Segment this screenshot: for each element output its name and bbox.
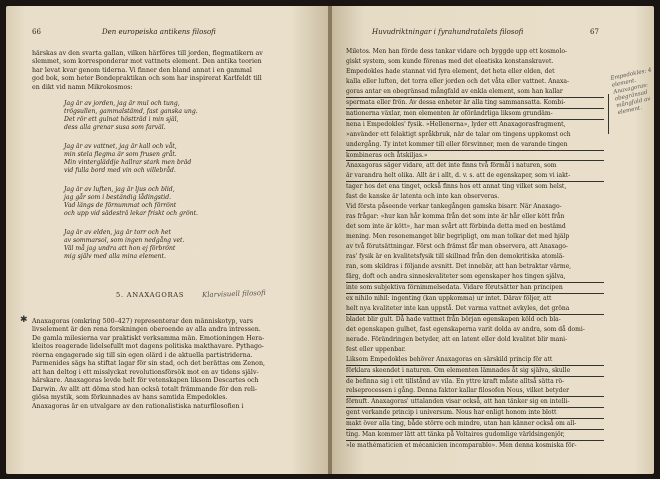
- underlined-line: makt över alla ting, både större och mindre, utan han känner också om all-: [346, 419, 604, 430]
- underlined-line: gent verkande princip i universum. Nous har enligt honom inte blott: [346, 408, 604, 419]
- text-line: Anaxagoras säger vidare, att det inte finns två förmål i naturen, som: [346, 162, 557, 170]
- text-line: fast de kanske är latenta och inte kan observeras.: [346, 193, 500, 201]
- left-para-2: [32, 318, 316, 411]
- poem-line: min stela flegma är som frusen gråt.: [64, 151, 177, 159]
- text-line: kleitos reagerade lidelsefullt mot dagens politiska makthavare. Pythago-: [32, 343, 264, 351]
- right-page: [332, 6, 654, 474]
- text-line: Vid första påseende verkar tankegången gamska bisarr. När Anaxago-: [346, 203, 562, 211]
- text-line: Empedokles hade stannat vid fyra element, det heta eller elden, det: [346, 67, 555, 75]
- left-para-1: [32, 50, 316, 92]
- section-title: 5. ANAXAGORAS: [116, 291, 185, 299]
- poem-line: trögsullen, gammalstämd, fast ganska ung.: [64, 108, 198, 116]
- poem-line: och upp vid sädesträ lekar friskt och grönt.: [64, 210, 198, 218]
- margin-bar: [608, 94, 609, 134]
- text-line: härskare. Anaxagoras levde helt för vetenskapen liksom Descartes och: [32, 377, 259, 385]
- poem-line: vid fulla bord med vin och villebråd.: [64, 167, 176, 175]
- text-line: tager hos det ena tinget, också finns hos ett annat ting vilket som helst,: [346, 183, 567, 191]
- underlined-line: nationerna växlar, men elementen är oförändrliga liksom grundäm-: [346, 109, 604, 120]
- underlined-line: är varandra helt olika. Allt är i allt, d. v. s. att de egenskaper, som vi iakt-: [346, 171, 604, 182]
- underlined-line: helt nya kvaliteter inte kan uppstå. Det varma vattnet avkyles, det gröna: [346, 304, 604, 315]
- poem-line: av sommarsol, som ingen nedgång vet.: [64, 237, 185, 245]
- text-line: »använder ett felaktigt språkbruk, när de talar om tingens uppkomst och: [346, 130, 571, 138]
- text-line: Parmenides sägs ha stiftat lagar för sin stad, och det berättas om Zenon,: [32, 360, 266, 368]
- text-line: Miletos. Men han förde dess tankar vidare och byggde upp ett kosmolo-: [346, 48, 568, 55]
- underlined-line: goras antar en obegränsad mångfald av enkla element, som han kallar: [346, 87, 604, 98]
- underlined-line: ting. Man kommer lätt att tänka på Voltaires gudomlige världsingenjör,: [346, 430, 604, 441]
- text-line: livselement är den rena forskningen oberoende av alla andra intressen.: [32, 326, 261, 334]
- poem-line: Väl må jag undra att hon ej förbrönt: [64, 245, 176, 253]
- text-line: det egenskapen gulhet, fast egenskaperna varit dolda av andra, som då domi-: [346, 325, 585, 333]
- open-book: [6, 6, 654, 474]
- text-line: det som inte är kött», har man svårt att förbinda detta med en bestämd: [346, 223, 566, 231]
- underlined-line: kombineras och åtskiljas.»: [346, 151, 604, 162]
- text-line: en dikt vid namn Mikrokosmos:: [32, 83, 133, 91]
- poem-line: dess alla grenar susa som farväl.: [64, 124, 166, 132]
- text-line: nerade. Förändringen betyder, att en latent eller dold kvalitet blir mani-: [346, 335, 568, 343]
- handwritten-margin-note: Empedokles: 4 element. Anaxagoras: obegränsad mångfald av element.: [610, 67, 653, 117]
- poem-stanza-1: [64, 100, 198, 132]
- text-line: av två förutsättningar. Först och främst får man observera, att Anaxago-: [346, 243, 568, 251]
- right-page-number: 67: [590, 28, 599, 36]
- text-line: Anaxagoras (omkring 500–427) representerar den människotyp, vars: [32, 318, 253, 325]
- asterisk-mark: ✱: [20, 315, 28, 325]
- text-line: bladet blir gult. Då hade vattnet från början egenskapen köld och bla-: [346, 315, 561, 323]
- text-line: fest eller uppenbar.: [346, 345, 406, 353]
- text-line: ran, som skildras i följande avsnitt. Det innebär, att han betraktar värme,: [346, 263, 572, 271]
- poem-line: Jag är av jorden, jag är mul och tung,: [64, 100, 180, 107]
- text-line: »le mathématicien et mécanicien incomparable». Men denna kosmiska för-: [346, 442, 577, 450]
- text-line: god bok, som heter Bondepraktikan och som har inspirerat Karlfeldt till: [32, 75, 262, 83]
- underlined-line: förklara skeendet i naturen. Om elementen lämnades åt sig själva, skulle: [346, 366, 604, 377]
- poem-stanza-4: [64, 229, 184, 261]
- text-line: de befinna sig i ett tillstånd av vila. En yttre kraft måste alltså sätta rö-: [346, 377, 565, 385]
- right-page-header: Huvudriktningar i fyrahundratalets filosofi: [372, 28, 524, 36]
- poem-line: jag går som i beständig lådingstid.: [64, 194, 172, 202]
- left-page: [6, 6, 330, 474]
- underlined-line: relseprocessen i gång. Denna faktor kallar filosofen Nous, vilket betyder: [346, 386, 604, 397]
- left-page-header: Den europeiska antikens filosofi: [102, 28, 216, 36]
- text-line: nena i Empedokles' fysik. »Hellenerna», lyder ett Anaxagorasfragment,: [346, 120, 566, 128]
- poem-line: Jag är av luften, jag är ljus och blid,: [64, 186, 175, 193]
- text-line: slemmet, som korresponderar mot vattnets element. Den antika teorien: [32, 58, 262, 66]
- right-page-body: [346, 47, 604, 451]
- text-line: réerna engagerade sig till sin egen olärd i de aktuella partistriderna.: [32, 351, 253, 359]
- text-line: Anaxagoras är en utvalgare av den rationalistiska naturfilosofien i: [32, 402, 244, 410]
- poem-line: Min vintergläddje hallrar stark men bräd: [64, 159, 192, 167]
- text-line: mening. Men resonemanget blir begripligt, om man tolkar det med hjälp: [346, 233, 570, 241]
- poem-stanza-3: [64, 186, 198, 218]
- poem-stanza-2: [64, 143, 191, 175]
- poem-line: Jag är av elden, jag är torr och het: [64, 229, 171, 236]
- text-line: Darwin. Av allt att döma stod han också totalt främmande för den reli-: [32, 385, 257, 393]
- text-line: har levat kvar genom tiderna. Vi finner den bland annat i en gammal: [32, 66, 252, 74]
- poem-line: mig själv med alla mina element.: [64, 253, 166, 261]
- poem-line: Jag är av vattnet, jag är kall och våt,: [64, 143, 177, 150]
- left-page-number: 66: [32, 28, 41, 36]
- underlined-line: Liksom Empedokles behöver Anaxagoras en särskild princip för att: [346, 355, 604, 366]
- text-line: härskas av den svarta gallan, vilken härföres till jorden, flegmatikern av: [32, 50, 263, 57]
- underlined-line: förnuft. Anaxagoras' uttalanden visar också, att han tänker sig en intelli-: [346, 397, 604, 408]
- text-line: ras' fysik är en kvalitetsfysik till skillnad från den demokritiska atomlä-: [346, 253, 565, 261]
- underlined-line: undergång. Ty intet kommer till eller försvinner, men de varande tingen: [346, 140, 604, 151]
- text-line: De gamla milesierna var praktiskt verksamma män. Emotioningen Hera-: [32, 334, 265, 342]
- text-line: giskt system, som kunde förenas med det eleatiska konstanskravet.: [346, 57, 554, 65]
- text-line: att han deltog i ett misslyckat revolutionsförsök mot en av tidens själv-: [32, 368, 259, 376]
- underlined-line: inte som subjektiva förnimmelsedata. Vidare förutsätter han principen: [346, 283, 604, 294]
- text-line: ras frågar: »hur kan hår komma från det som inte är hår eller kött från: [346, 213, 565, 221]
- underlined-line: spermata eller frön. Av dessa enheter är alla ting sammansatta. Kombi-: [346, 98, 604, 109]
- poem-line: Det rör ett gulnat höstträd i min själ,: [64, 116, 179, 124]
- text-line: ex nihilo nihil: ingenting (kan uppkomma) ur intet. Därav följer, att: [346, 294, 552, 302]
- text-line: kalla eller luften, det torra eller jorden och det våta eller vattnet. Anaxa-: [346, 77, 570, 85]
- poem-line: Vad längs de förnummat och förrönt: [64, 202, 177, 210]
- underlined-line: färg, doft och andra sinneskvaliteter som egenskaper hos tingen själva,: [346, 272, 604, 283]
- text-line: giösa mystik, som förkunnades av hans samtida Empedokles.: [32, 394, 228, 402]
- handwritten-section-note: Klarvisuell filosofi: [201, 288, 266, 300]
